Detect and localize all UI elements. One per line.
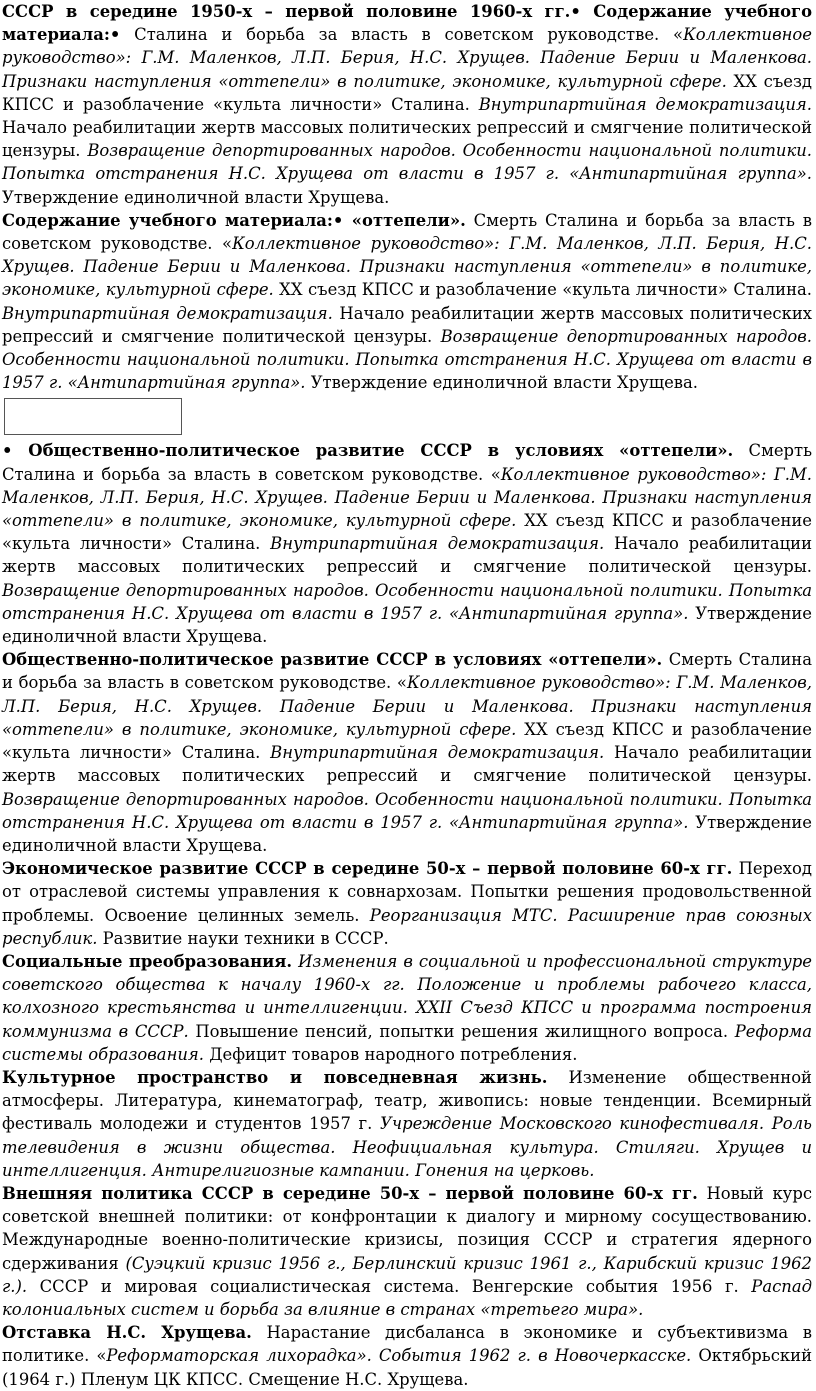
- italic-run: Учреждение Московского кинофестиваля. Роль телевидения в жизни общества. Неофициальная культура. Стиляги. Хрущев и интеллигенция. Антирелигиозные кампании. Гонения на церковь.: [2, 1114, 812, 1180]
- heading-run: Отставка Н.С. Хрущева.: [2, 1323, 252, 1343]
- text-run: Утверждение единоличной власти Хрущева.: [2, 187, 390, 207]
- heading-run: Культурное пространство и повседневная жизнь.: [2, 1067, 548, 1087]
- text-run: XX съезд КПСС и разоблачение «культа личности» Сталина.: [273, 280, 812, 300]
- text-run: Начало реабилитации жертв массовых политических репрессий и смягчение политической цензуры.: [2, 118, 812, 161]
- italic-run: Реформа системы образования.: [2, 1021, 812, 1064]
- heading-run: Содержание учебного материала:• «оттепели».: [2, 210, 466, 230]
- heading-run: Социальные преобразования.: [2, 951, 293, 971]
- text-run: СССР и мировая социалистическая система. Венгерские события 1956 г.: [27, 1276, 752, 1296]
- italic-run: Внутрипартийная демократизация.: [2, 303, 333, 323]
- paragraph-p5: [2, 857, 812, 950]
- text-run: Повышение пенсий, попытки решения жилищного вопроса.: [188, 1021, 735, 1041]
- italic-run: Коллективное руководство»: Г.М. Маленков, Л.П. Берия, Н.С. Хрущев. Падение Берии и Маленкова. Признаки наступления «оттепели» в политике, экономике, культурной сфере.: [2, 234, 812, 300]
- italic-run: Распад колониальных систем и борьба за влияние в странах «третьего мира».: [2, 1276, 812, 1319]
- empty-frame-box: [4, 398, 182, 435]
- italic-run: Реформаторская лихорадка». События 1962 г. в Новочеркасске.: [106, 1346, 692, 1366]
- italic-run: Реорганизация МТС. Расширение прав союзных республик.: [2, 905, 812, 948]
- italic-run: Внутрипартийная демократизация.: [478, 94, 812, 114]
- text-run: Смерть Сталина и борьба за власть в советском руководстве. «: [2, 210, 812, 254]
- italic-run: Возвращение депортированных народов. Особенности национальной политики. Попытка отстранения Н.С. Хрущева от власти в 1957 г. «Антипартийная группа».: [2, 580, 812, 623]
- text-run: Начало реабилитации жертв массовых политических репрессий и смягчение политической цензуры.: [2, 743, 813, 786]
- italic-run: Коллективное руководство»: Г.М. Маленков, Л.П. Берия, Н.С. Хрущев. Падение Берии и Маленкова. Признаки наступления «оттепели» в политике, экономике, культурной сфере.: [2, 25, 812, 91]
- italic-run: Коллективное руководство»: Г.М. Маленков, Л.П. Берия, Н.С. Хрущев. Падение Берии и Маленкова. Признаки наступления «оттепели» в политике, экономике, культурной сфере.: [2, 464, 812, 531]
- text-run: Сталина и борьба за власть в советском руководстве. «: [120, 25, 684, 45]
- heading-run: • Общественно-политическое развитие СССР в условиях «оттепели».: [2, 441, 734, 461]
- text-run: Развитие науки техники в СССР.: [97, 928, 389, 948]
- text-run: Октябрьский (1964 г.) Пленум ЦК КПСС. Смещение Н.С. Хрущева.: [2, 1346, 812, 1389]
- text-run: Смерть Сталина и борьба за власть в советском руководстве. «: [2, 441, 813, 484]
- text-run: Дефицит товаров народного потребления.: [203, 1044, 578, 1064]
- text-run: Смерть Сталина и борьба за власть в советском руководстве. «: [2, 650, 813, 693]
- text-run: Утверждение единоличной власти Хрущева.: [2, 603, 813, 647]
- text-run: XX съезд КПСС и разоблачение «культа личности» Сталина.: [2, 71, 812, 114]
- text-run: Новый курс советской внешней политики: от конфронтации к диалогу и мирному сосуществованию. Международные военно-политические кризисы, позиция СССР и стратегия ядерного сдерживания: [2, 1183, 813, 1273]
- heading-run: Экономическое развитие СССР в середине 50-х – первой половине 60-х гг.: [2, 859, 733, 879]
- paragraph-p2: [2, 209, 812, 395]
- text-run: Начало реабилитации жертв массовых политических репрессий и смягчение политической цензуры.: [2, 303, 812, 346]
- italic-run: Возвращение депортированных народов. Особенности национальной политики. Попытка отстранения Н.С. Хрущева от власти в 1957 г. «Антипартийная группа».: [2, 789, 812, 832]
- text-run: Утверждение единоличной власти Хрущева.: [305, 373, 699, 393]
- text-run: XX съезд КПСС и разоблачение «культа личности» Сталина.: [2, 511, 812, 554]
- italic-run: Возвращение депортированных народов. Особенности национальной политики. Попытка отстранения Н.С. Хрущева от власти в 1957 г. «Антипартийная группа».: [2, 141, 812, 184]
- paragraph-p8: [2, 1182, 812, 1321]
- paragraph-p9: [2, 1321, 812, 1391]
- paragraph-p3: [2, 439, 812, 648]
- italic-run: Внутрипартийная демократизация.: [270, 743, 605, 763]
- paragraph-p1: [2, 0, 812, 209]
- italic-run: (Суэцкий кризис 1956 г., Берлинский кризис 1961 г., Карибский кризис 1962 г.).: [2, 1253, 812, 1296]
- paragraph-p7: [2, 1066, 812, 1182]
- italic-run: Изменения в социальной и профессиональной структуре советского общества к началу 1960-х гг. Положение и проблемы рабочего класса, колхозного крестьянства и интеллигенции. XXII Съезд КПСС и программа построения коммунизма в СССР.: [2, 951, 812, 1041]
- paragraph-p6: [2, 950, 812, 1066]
- text-run: Начало реабилитации жертв массовых политических репрессий и смягчение политической цензуры.: [2, 534, 813, 577]
- text-run: XX съезд КПСС и разоблачение «культа личности» Сталина.: [2, 719, 812, 763]
- italic-run: Внутрипартийная демократизация.: [270, 534, 605, 554]
- heading-run: Общественно-политическое развитие СССР в условиях «оттепели».: [2, 650, 663, 670]
- text-run: Утверждение единоличной власти Хрущева.: [2, 812, 813, 855]
- italic-run: Возвращение депортированных народов. Особенности национальной политики. Попытка отстранения Н.С. Хрущева от власти в 1957 г. «Антипартийная группа».: [2, 326, 812, 393]
- text-run: Переход от отраслевой системы управления к совнархозам. Попытки решения продовольственной проблемы. Освоение целинных земель.: [2, 859, 812, 925]
- text-run: Изменение общественной атмосферы. Литература, кинематограф, театр, живопись: новые тенденции. Всемирный фестиваль молодежи и студентов 1957 г.: [2, 1067, 812, 1134]
- heading-run: СССР в середине 1950-х – первой половине 1960-х гг.• Содержание учебного материала:•: [2, 2, 812, 45]
- italic-run: Коллективное руководство»: Г.М. Маленков, Л.П. Берия, Н.С. Хрущев. Падение Берии и Маленкова. Признаки наступления «оттепели» в политике, экономике, культурной сфере.: [2, 673, 812, 739]
- paragraph-p4: [2, 648, 812, 857]
- heading-run: Внешняя политика СССР в середине 50-х – первой половине 60-х гг.: [2, 1183, 698, 1203]
- text-run: Нарастание дисбаланса в экономике и субъективизма в политике. «: [2, 1323, 812, 1366]
